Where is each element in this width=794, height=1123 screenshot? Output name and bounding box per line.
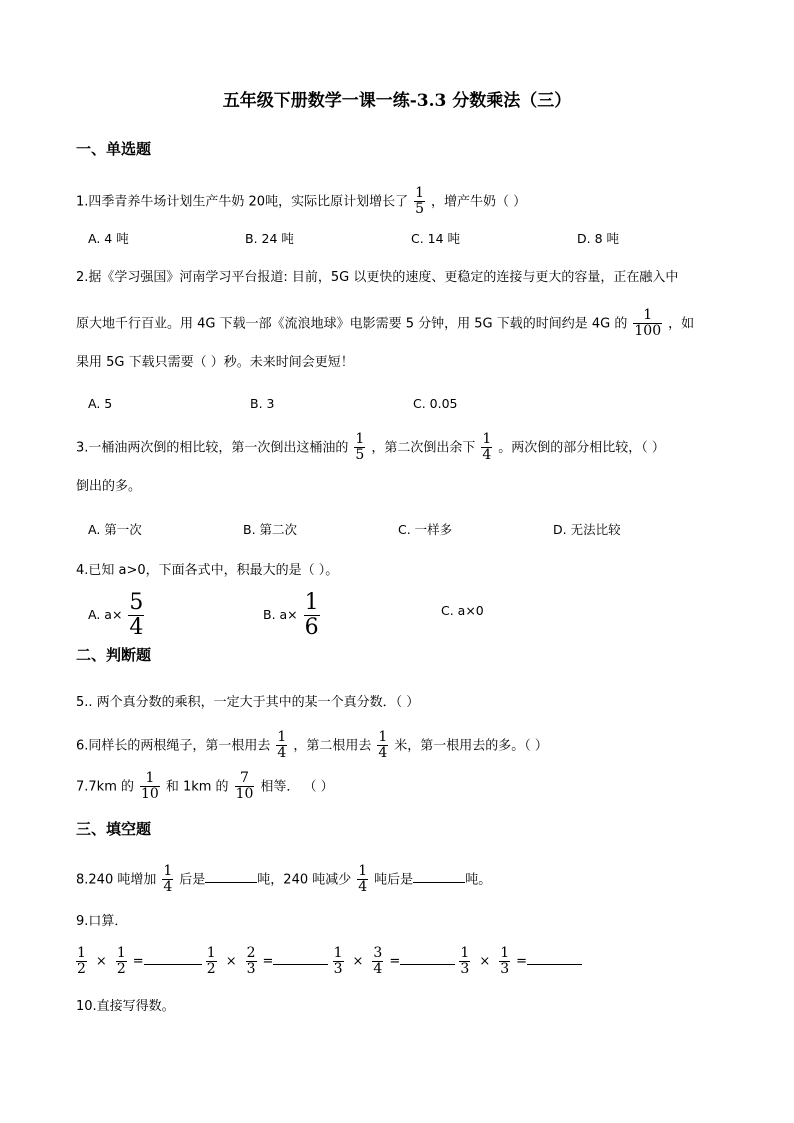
q9-item-4: $\frac{1}{3}$ × $\frac{1}{3}$ =	[459, 954, 582, 969]
q9-blank-1[interactable]	[144, 963, 202, 965]
q8-fraction-1: $\frac{1}{4}$	[163, 863, 173, 896]
page-title: 五年级下册数学一课一练-3.3 分数乘法（三）	[222, 91, 572, 111]
q9-item-1: $\frac{1}{2}$ × $\frac{1}{2}$ =	[76, 954, 202, 969]
q8-blank-1[interactable]	[205, 881, 257, 883]
question-3-line-1: 3.一桶油两次倒的相比较，第一次倒出这桶油的 $\frac{1}{5}$ ，第二次倒出余下 $\frac{1}{4}$ 。两次倒的部分相比较，（ ）	[76, 431, 665, 464]
section-heading-fill-blank: 三、填空题	[76, 820, 152, 838]
q7-fraction-1: $\frac{1}{10}$	[141, 770, 159, 803]
q9-blank-3[interactable]	[400, 963, 455, 965]
q9-item-3: $\frac{1}{3}$ × $\frac{3}{4}$ =	[333, 954, 456, 969]
q9-blank-4[interactable]	[527, 963, 582, 965]
q2-option-b[interactable]: B. 3	[250, 396, 275, 411]
q9-oral-calc-row	[76, 946, 582, 978]
section-heading-true-false: 二、判断题	[76, 646, 152, 664]
q3-option-c[interactable]: C. 一样多	[398, 522, 453, 537]
q1-fraction: $\frac{1}{5}$	[415, 185, 424, 218]
q4-option-c[interactable]: C. a×0	[441, 603, 484, 618]
q1-text-b: ，增产牛奶（ ）	[431, 194, 527, 210]
q1-option-c[interactable]: C. 14 吨	[411, 231, 461, 246]
question-7: 7.7km 的 $\frac{1}{10}$ 和 1km 的 $\frac{7}{10}$ 相等． （ ）	[76, 770, 334, 803]
question-1	[76, 186, 526, 218]
q1-text-a: 1.四季青养牛场计划生产牛奶 20吨，实际比原计划增长了	[76, 194, 409, 210]
question-8: 8.240 吨增加 $\frac{1}{4}$ 后是 吨，240 吨减少 $\frac{1}{4}$ 吨后是 吨。	[76, 863, 492, 896]
q4-option-a-fraction: $\frac{5}{4}$	[129, 590, 144, 641]
question-6: 6.同样长的两根绳子，第一根用去 $\frac{1}{4}$ ，第二根用去 $\frac{1}{4}$ 米，第一根用去的多。（ ）	[76, 729, 548, 762]
q2-option-c[interactable]: C. 0.05	[413, 396, 458, 411]
question-2-line-2: 原大地千行百业。用 4G 下载一部《流浪地球》电影需要 5 分钟，用 5G 下载的时间约是 4G 的 $\frac{1}{100}$ ，如	[76, 307, 695, 340]
question-3-line-2: 倒出的多。	[76, 479, 142, 494]
q1-option-d[interactable]: D. 8 吨	[577, 231, 619, 246]
q6-fraction-2: $\frac{1}{4}$	[378, 729, 388, 762]
q3-fraction-1: $\frac{1}{5}$	[355, 431, 365, 464]
q2-option-a[interactable]: A. 5	[88, 396, 113, 411]
section-heading-single-choice: 一、单选题	[76, 140, 152, 158]
question-10: 10.直接写得数。	[76, 999, 175, 1014]
question-9: 9.口算．	[76, 914, 128, 929]
q8-fraction-2: $\frac{1}{4}$	[358, 863, 368, 896]
q7-fraction-2: $\frac{7}{10}$	[235, 770, 254, 803]
q4-option-b-fraction: $\frac{1}{6}$	[304, 590, 319, 641]
q1-option-b[interactable]: B. 24 吨	[245, 231, 294, 246]
question-5: 5.. 两个真分数的乘积，一定大于其中的某一个真分数．（ ）	[76, 695, 420, 710]
question-4: 4.已知 a>0，下面各式中，积最大的是（ ）。	[76, 563, 339, 578]
question-2-line-3: 果用 5G 下载只需要（ ）秒。未来时间会更短！	[76, 355, 354, 370]
q4-option-b[interactable]: B. a× $\frac{1}{6}$	[263, 590, 319, 641]
q3-option-d[interactable]: D. 无法比较	[553, 522, 621, 537]
q9-item-2: $\frac{1}{2}$ × $\frac{2}{3}$ =	[206, 954, 329, 969]
q8-blank-2[interactable]	[413, 881, 465, 883]
q3-option-a[interactable]: A. 第一次	[88, 522, 142, 537]
q1-option-a[interactable]: A. 4 吨	[88, 231, 129, 246]
q3-fraction-2: $\frac{1}{4}$	[482, 431, 492, 464]
q2-fraction: $\frac{1}{100}$	[634, 307, 662, 340]
question-2-line-1: 2.据《学习强国》河南学习平台报道: 目前，5G 以更快的速度、更稳定的连接与更大的容量，正在融入中	[76, 270, 679, 285]
q4-option-a[interactable]: A. a× $\frac{5}{4}$	[88, 590, 144, 641]
q6-fraction-1: $\frac{1}{4}$	[277, 729, 287, 762]
q3-option-b[interactable]: B. 第二次	[243, 522, 298, 537]
q9-blank-2[interactable]	[273, 963, 328, 965]
